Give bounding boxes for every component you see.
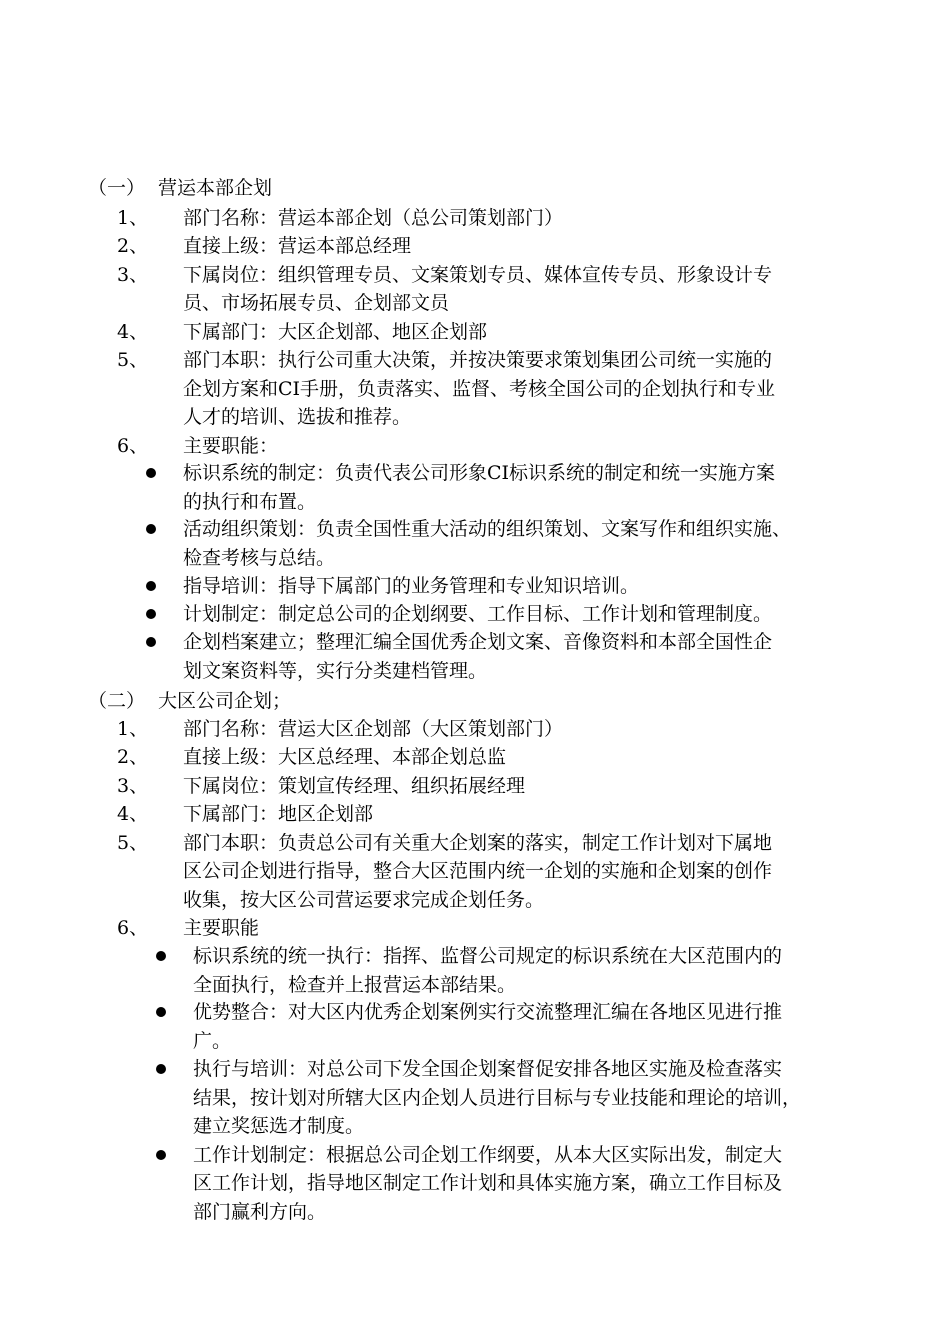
- item-text: 直接上级：大区总经理、本部企划总监: [183, 746, 507, 768]
- section-1-heading: 营运本部企划: [158, 177, 273, 199]
- bullet-text: 全面执行，检查并上报营运本部结果。: [193, 974, 517, 996]
- bullet-text: 检查考核与总结。: [183, 547, 336, 569]
- bullet-text: 标识系统的统一执行：指挥、监督公司规定的标识系统在大区范围内的: [193, 945, 783, 967]
- bullet-icon: [146, 637, 156, 647]
- bullet-text: 广。: [193, 1030, 232, 1052]
- item-text: 下属岗位：策划宣传经理、组织拓展经理: [183, 775, 526, 797]
- item-text: 员、市场拓展专员、企划部文员: [183, 292, 450, 314]
- item-text: 区公司企划进行指导，整合大区范围内统一企划的实施和企划案的创作: [183, 860, 773, 882]
- item-text: 主要职能: [183, 917, 260, 939]
- item-number: 5、: [117, 349, 149, 371]
- bullet-icon: [156, 1007, 166, 1017]
- bullet-icon: [156, 1150, 166, 1160]
- bullet-icon: [156, 1064, 166, 1074]
- bullet-text: 建立奖惩选才制度。: [193, 1115, 365, 1137]
- section-1-marker: （一）: [88, 177, 146, 199]
- item-text: 下属部门：大区企划部、地区企划部: [183, 321, 488, 343]
- item-text: 人才的培训、选拔和推荐。: [183, 406, 412, 428]
- bullet-text: 企划档案建立；整理汇编全国优秀企划文案、音像资料和本部全国性企: [183, 631, 773, 653]
- bullet-text: 结果，按计划对所辖大区内企划人员进行目标与专业技能和理论的培训，: [193, 1087, 802, 1109]
- bullet-text: 工作计划制定：根据总公司企划工作纲要，从本大区实际出发，制定大: [193, 1144, 783, 1166]
- item-number: 2、: [117, 746, 149, 768]
- bullet-icon: [146, 609, 156, 619]
- item-text: 部门名称：营运本部企划（总公司策划部门）: [183, 207, 564, 229]
- bullet-text: 活动组织策划：负责全国性重大活动的组织策划、文案写作和组织实施、: [183, 518, 792, 540]
- bullet-text: 的执行和布置。: [183, 491, 317, 513]
- bullet-text: 划文案资料等，实行分类建档管理。: [183, 660, 488, 682]
- bullet-text: 优势整合：对大区内优秀企划案例实行交流整理汇编在各地区见进行推: [193, 1001, 783, 1023]
- item-number: 6、: [117, 917, 149, 939]
- item-text: 部门本职：负责总公司有关重大企划案的落实，制定工作计划对下属地: [183, 832, 773, 854]
- item-text: 直接上级：营运本部总经理: [183, 235, 412, 257]
- bullet-text: 计划制定：制定总公司的企划纲要、工作目标、工作计划和管理制度。: [183, 603, 773, 625]
- item-number: 1、: [117, 207, 149, 229]
- bullet-text: 区工作计划，指导地区制定工作计划和具体实施方案，确立工作目标及: [193, 1172, 783, 1194]
- bullet-icon: [146, 581, 156, 591]
- item-text: 企划方案和CI手册，负责落实、监督、考核全国公司的企划执行和专业: [183, 378, 776, 400]
- item-number: 3、: [117, 775, 149, 797]
- item-number: 4、: [117, 321, 149, 343]
- item-number: 5、: [117, 832, 149, 854]
- item-number: 1、: [117, 718, 149, 740]
- bullet-icon: [146, 468, 156, 478]
- bullet-text: 标识系统的制定：负责代表公司形象CI标识系统的制定和统一实施方案: [183, 462, 776, 484]
- item-number: 2、: [117, 235, 149, 257]
- bullet-text: 部门赢利方向。: [193, 1201, 327, 1223]
- bullet-text: 指导培训：指导下属部门的业务管理和专业知识培训。: [183, 575, 640, 597]
- item-number: 3、: [117, 264, 149, 286]
- item-text: 下属部门：地区企划部: [183, 803, 374, 825]
- bullet-icon: [146, 524, 156, 534]
- item-number: 6、: [117, 435, 149, 457]
- item-text: 下属岗位：组织管理专员、文案策划专员、媒体宣传专员、形象设计专: [183, 264, 773, 286]
- item-text: 部门名称：营运大区企划部（大区策划部门）: [183, 718, 564, 740]
- section-2-marker: （二）: [88, 690, 146, 712]
- item-text: 主要职能：: [183, 435, 279, 457]
- item-text: 收集，按大区公司营运要求完成企划任务。: [183, 889, 545, 911]
- item-number: 4、: [117, 803, 149, 825]
- bullet-text: 执行与培训：对总公司下发全国企划案督促安排各地区实施及检查落实: [193, 1058, 783, 1080]
- bullet-icon: [156, 951, 166, 961]
- item-text: 部门本职：执行公司重大决策，并按决策要求策划集团公司统一实施的: [183, 349, 773, 371]
- section-2-heading: 大区公司企划；: [158, 690, 292, 712]
